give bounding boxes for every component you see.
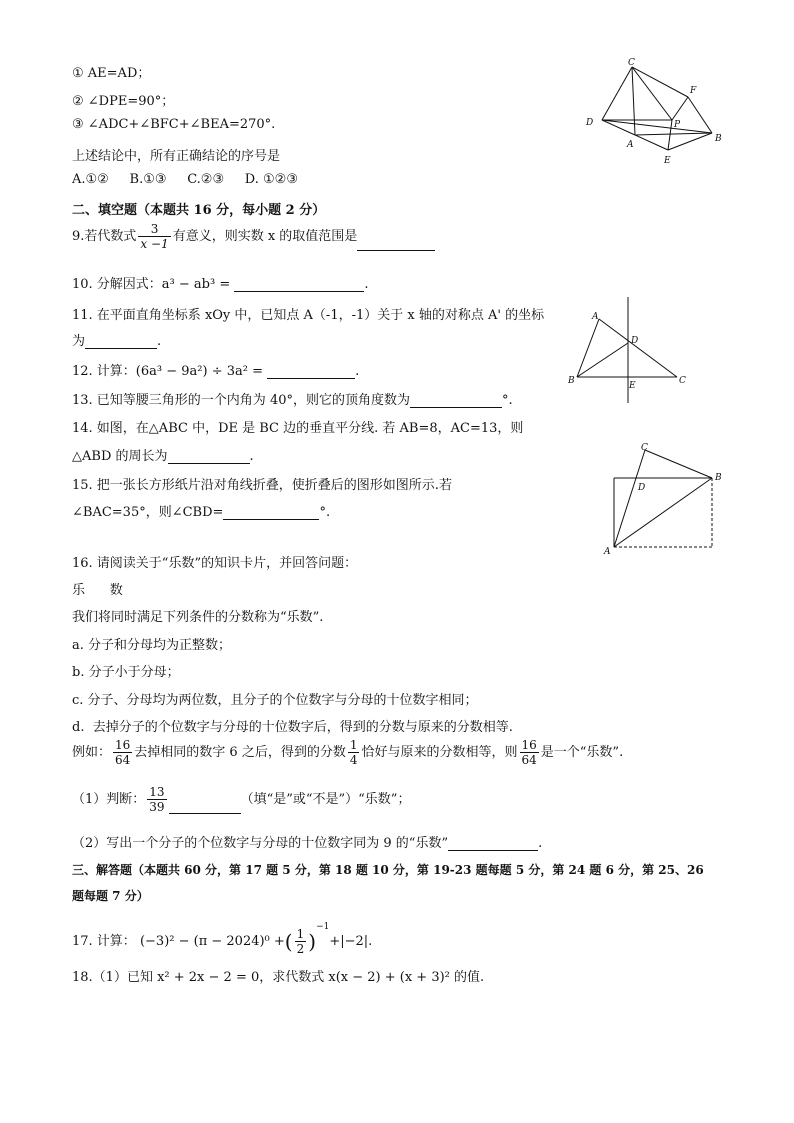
- q16-example-frac3: [520, 738, 539, 767]
- fig14-label-b: B: [568, 376, 575, 386]
- q16-f2-den: 4: [349, 753, 358, 767]
- fig8-label-a: A: [627, 140, 634, 150]
- q12-answer-blank[interactable]: [267, 364, 355, 379]
- q9-answer-blank[interactable]: [357, 236, 435, 251]
- q8-option-b: B.①③: [129, 172, 167, 187]
- q14-answer-blank[interactable]: [168, 449, 250, 464]
- q15-answer-blank[interactable]: [223, 505, 319, 520]
- q16-example: [72, 738, 623, 767]
- q12: 12. 计算：(6a³ − 9a²) ÷ 3a² = .: [72, 364, 360, 379]
- q9-frac-num: 3: [138, 222, 170, 237]
- q16-p1-num: 13: [149, 785, 165, 799]
- q16-p2-answer-blank[interactable]: [448, 836, 538, 851]
- q16-card-title: 乐 数: [72, 583, 123, 598]
- fig8-label-e: E: [664, 156, 671, 166]
- q15-line2-text: ∠BAC=35°，则∠CBD=: [72, 505, 224, 520]
- fig15-label-a: A: [604, 547, 611, 555]
- fig14-label-d: D: [631, 336, 639, 346]
- fig14-label-c: C: [679, 376, 686, 386]
- q18: 18.（1）已知 x² + 2x − 2 = 0，求代数式 x(x − 2) + (x + 3)² 的值.: [72, 970, 485, 985]
- fig15-label-d: D: [638, 483, 646, 493]
- fig14-label-e: E: [629, 381, 636, 391]
- q13-text: 13. 已知等腰三角形的一个内角为 40°，则它的顶角度数为: [72, 393, 410, 408]
- q11-line2: 为 .: [72, 334, 162, 349]
- q16-cond-d: d. 去掉分子的个位数字与分母的十位数字后，得到的分数与原来的分数相等.: [72, 720, 513, 735]
- q16-example-prefix: 例如：: [72, 745, 112, 760]
- q8-options: [72, 172, 298, 187]
- fig14-label-a: A: [592, 312, 599, 322]
- fig15-label-c: C: [641, 443, 648, 453]
- q16-part1: [72, 785, 410, 814]
- fig8-label-f: F: [690, 86, 697, 96]
- q16-intro: 16. 请阅读关于“乐数”的知识卡片，并回答问题：: [72, 556, 358, 571]
- q16-p1-answer-blank[interactable]: [169, 799, 241, 814]
- q16-example-mid1: 去掉相同的数字 6 之后，得到的分数: [134, 745, 346, 760]
- q15-line1: 15. 把一张长方形纸片沿对角线折叠，使折叠后的图形如图所示.若: [72, 478, 452, 493]
- q16-f1-den: 64: [115, 753, 131, 767]
- fig8-label-d: D: [586, 118, 594, 128]
- q15-figure: [600, 440, 730, 555]
- fig8-label-b: B: [715, 134, 722, 144]
- q15-suffix: °.: [319, 505, 331, 520]
- section3-title-line1: 三、解答题（本题共 60 分，第 17 题 5 分，第 18 题 10 分，第 19-23 题每题 5 分，第 24 题 6 分，第 25、26: [72, 863, 704, 877]
- q8-item-1: ① AE=AD；: [72, 66, 151, 81]
- q16-f3-den: 64: [521, 753, 537, 767]
- q17-prefix: 17. 计算：: [72, 934, 136, 949]
- q8-figure: [580, 55, 730, 170]
- q16-definition: 我们将同时满足下列条件的分数称为“乐数”.: [72, 610, 324, 625]
- q16-example-frac1: [113, 738, 132, 767]
- q17-fraction: [295, 927, 307, 956]
- q9-text-after: 有意义，则实数 x 的取值范围是: [172, 229, 358, 244]
- section3-title-line2: 题每题 7 分）: [72, 889, 149, 903]
- q13: [72, 389, 513, 408]
- q11-line2-text: 为: [72, 334, 86, 349]
- q10-text: 10. 分解因式：a³ − ab³ =: [72, 277, 231, 292]
- q11-line1: 11. 在平面直角坐标系 xOy 中，已知点 A（-1，-1）关于 x 轴的对称点 A' 的坐标: [72, 308, 545, 323]
- q16-example-end: 是一个“乐数”.: [540, 745, 624, 760]
- q15-line2: [72, 501, 330, 520]
- q16-p2-text: （2）写出一个分子的个位数字与分母的十位数字同为 9 的“乐数”: [72, 836, 449, 851]
- q16-cond-a: a. 分子和分母均为正整数；: [72, 638, 232, 653]
- fig8-label-c: C: [628, 58, 635, 68]
- q16-cond-c: c. 分子、分母均为两位数，且分子的个位数字与分母的十位数字相同；: [72, 693, 478, 708]
- q8-option-d: D. ①②③: [244, 172, 298, 187]
- q16-part2: （2）写出一个分子的个位数字与分母的十位数字同为 9 的“乐数” .: [72, 836, 543, 851]
- q17-expr1: (−3)² − (π − 2024)⁰ +: [139, 934, 285, 949]
- q17-expr2: +|−2|.: [329, 934, 373, 949]
- fig8-label-p: P: [674, 120, 681, 130]
- q16-p1-prefix: （1）判断：: [72, 792, 146, 807]
- q14-figure: [565, 295, 705, 405]
- q12-text: 12. 计算：(6a³ − 9a²) ÷ 3a² =: [72, 364, 263, 379]
- q17-exponent: −1: [316, 922, 330, 932]
- q9-fraction: [138, 222, 170, 251]
- q16-f2-num: 1: [349, 738, 358, 752]
- q13-answer-blank[interactable]: [410, 393, 502, 408]
- q10-answer-blank[interactable]: [234, 277, 364, 292]
- q14-line2-text: △ABD 的周长为: [72, 449, 168, 464]
- q11-answer-blank[interactable]: [85, 334, 157, 349]
- q10: 10. 分解因式：a³ − ab³ = .: [72, 277, 369, 292]
- q16-p1-frac: [147, 785, 166, 814]
- q16-example-mid2: 恰好与原来的分数相等，则: [361, 745, 518, 760]
- q16-p1-suffix: （填“是”或“不是”）“乐数”；: [240, 792, 411, 807]
- section2-title: 二、填空题（本题共 16 分，每小题 2 分）: [72, 203, 326, 218]
- q8-option-a: A.①②: [72, 172, 109, 187]
- q17-frac-num: 1: [296, 927, 305, 941]
- fig15-label-b: B: [715, 473, 722, 483]
- q9: [72, 222, 435, 251]
- q8-option-c: C.②③: [187, 172, 225, 187]
- q16-example-frac2: [348, 738, 360, 767]
- q16-p1-den: 39: [149, 800, 165, 814]
- q8-item-3: ③ ∠ADC+∠BFC+∠BEA=270°.: [72, 117, 276, 132]
- q16-f3-num: 16: [521, 738, 537, 752]
- q14-line1: 14. 如图，在△ABC 中，DE 是 BC 边的垂直平分线. 若 AB=8，AC=13，则: [72, 421, 524, 436]
- q8-conclusion: 上述结论中，所有正确结论的序号是: [72, 149, 281, 164]
- q16-cond-b: b. 分子小于分母；: [72, 665, 180, 680]
- q14-line2: △ABD 的周长为 .: [72, 449, 254, 464]
- q13-suffix: °.: [501, 393, 513, 408]
- q17: 17. 计算： (−3)² − (π − 2024)⁰ +( $\frac{1}{2}$ )$^{-1}$+|−2|.: [72, 922, 373, 956]
- q9-frac-den: x −1: [140, 237, 169, 251]
- q16-f1-num: 16: [115, 738, 131, 752]
- q9-text-before: 9.若代数式: [72, 229, 137, 244]
- q8-item-2: ② ∠DPE=90°；: [72, 94, 175, 109]
- q17-frac-den: 2: [296, 942, 305, 956]
